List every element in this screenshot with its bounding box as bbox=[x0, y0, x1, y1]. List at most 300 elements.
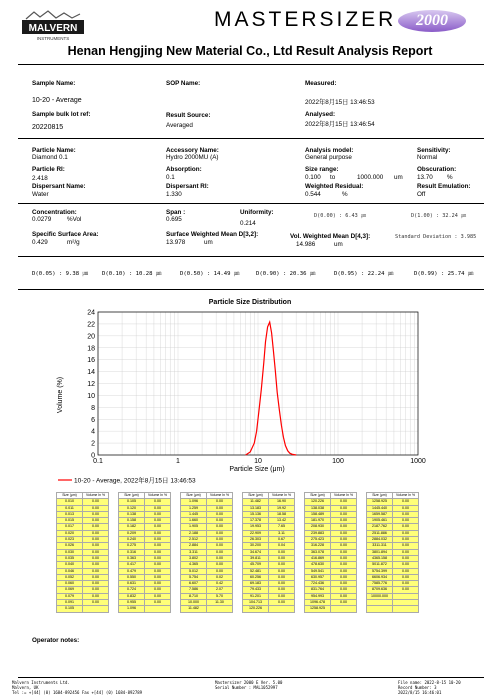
size-cell: 0.240 bbox=[119, 537, 145, 543]
volume-cell: 0.00 bbox=[83, 505, 109, 511]
logo-subtext: INSTRUMENTS bbox=[36, 36, 70, 41]
volume-cell: 0.00 bbox=[393, 562, 419, 568]
size-cell: 0.105 bbox=[57, 606, 83, 612]
size-volume-table bbox=[56, 492, 419, 613]
size-cell: 0.013 bbox=[57, 511, 83, 517]
emulation-value: Off bbox=[417, 191, 426, 198]
volume-cell: 0.00 bbox=[393, 505, 419, 511]
table-row bbox=[181, 606, 233, 612]
volume-cell: 5.70 bbox=[207, 593, 233, 599]
ssa-value: 0.429 bbox=[32, 239, 48, 246]
table-row bbox=[243, 606, 295, 612]
report-title: Henan Hengjing New Material Co., Ltd Result Analysis Report bbox=[67, 44, 433, 58]
y-tick-label: 10 bbox=[87, 392, 95, 400]
span-label: Span : bbox=[166, 209, 186, 216]
size-cell: 0.316 bbox=[119, 549, 145, 555]
volume-cell: 0.00 bbox=[83, 549, 109, 555]
disp-ri-label: Dispersant RI: bbox=[166, 183, 209, 190]
volume-cell: 19.92 bbox=[269, 505, 295, 511]
volume-cell: 0.00 bbox=[145, 587, 171, 593]
accessory-label: Accessory Name: bbox=[166, 147, 219, 154]
volume-cell: 0.00 bbox=[269, 587, 295, 593]
volume-cell: 0.00 bbox=[331, 549, 357, 555]
footer-company: Malvern Instruments Ltd. Malvern, UK Tel := +[44] (0) 1684-892456 Fax +[44] (0) 1684-892789 bbox=[12, 680, 143, 695]
volume-cell: 0.00 bbox=[393, 568, 419, 574]
y-tick-label: 4 bbox=[91, 428, 95, 436]
volume-cell: 11.30 bbox=[207, 600, 233, 606]
volume-cell: 0.00 bbox=[331, 593, 357, 599]
volume-cell: 0.00 bbox=[145, 562, 171, 568]
volume-cell: 0.00 bbox=[393, 574, 419, 580]
size-cell: 0.479 bbox=[119, 568, 145, 574]
model-label: Analysis model: bbox=[305, 147, 354, 154]
volume-cell: 0.00 bbox=[83, 543, 109, 549]
volume-cell: 0.00 bbox=[331, 524, 357, 530]
volume-cell: 0.00 bbox=[269, 581, 295, 587]
d43-value: 14.986 bbox=[296, 241, 316, 248]
size-cell: 60.256 bbox=[243, 574, 269, 580]
version-badge: 2000 bbox=[398, 10, 466, 32]
operator-notes-label: Operator notes: bbox=[32, 637, 80, 644]
size-cell: 0.040 bbox=[57, 562, 83, 568]
x-tick-labels bbox=[93, 458, 426, 465]
span-value: 0.695 bbox=[166, 216, 182, 223]
concentration-unit: %Vol bbox=[67, 216, 82, 223]
volume-cell bbox=[207, 606, 233, 612]
psd-chart bbox=[0, 300, 500, 490]
volume-cell: 0.00 bbox=[331, 543, 357, 549]
size-cell: 2187.762 bbox=[367, 524, 393, 530]
volume-cell: 0.00 bbox=[393, 549, 419, 555]
table-block-6 bbox=[366, 492, 419, 613]
size-cell: 0.052 bbox=[57, 574, 83, 580]
obscuration-label: Obscuration: bbox=[417, 166, 457, 173]
size-cell: 316.228 bbox=[305, 543, 331, 549]
volume-cell: 0.00 bbox=[207, 549, 233, 555]
volume-cell: 0.00 bbox=[83, 518, 109, 524]
size-cell: 5.012 bbox=[181, 568, 207, 574]
size-cell: 1.905 bbox=[181, 524, 207, 530]
volume-cell: 0.00 bbox=[331, 518, 357, 524]
volume-cell: 0.00 bbox=[83, 524, 109, 530]
size-cell: 4.365 bbox=[181, 562, 207, 568]
size-cell: 0.011 bbox=[57, 505, 83, 511]
volume-cell: 0.00 bbox=[145, 568, 171, 574]
size-cell: 79.433 bbox=[243, 587, 269, 593]
size-cell: 0.120 bbox=[119, 505, 145, 511]
disp-ri-value: 1.330 bbox=[166, 191, 182, 198]
d32-value: 13.978 bbox=[166, 239, 186, 246]
volume-cell: 0.00 bbox=[207, 505, 233, 511]
size-cell: 549.541 bbox=[305, 568, 331, 574]
size-cell: 5754.399 bbox=[367, 568, 393, 574]
x-tick-label: 100 bbox=[332, 458, 344, 465]
volume-cell: 0.00 bbox=[83, 600, 109, 606]
column-header: Size (μm) bbox=[367, 493, 393, 499]
obscuration-value: 13.70 bbox=[417, 174, 433, 181]
volume-cell: 13.42 bbox=[269, 518, 295, 524]
d43-unit: um bbox=[334, 241, 343, 248]
volume-cell: 0.00 bbox=[207, 562, 233, 568]
volume-cell: 0.00 bbox=[207, 543, 233, 549]
x-tick-label: 1000 bbox=[410, 458, 426, 465]
size-cell: 0.015 bbox=[57, 518, 83, 524]
x-tick-label: 1 bbox=[176, 458, 180, 465]
sensitivity-value: Normal bbox=[417, 154, 438, 161]
size-cell: 26.303 bbox=[243, 537, 269, 543]
size-cell: 0.724 bbox=[119, 587, 145, 593]
table-block-1 bbox=[56, 492, 109, 613]
volume-cell: 0.00 bbox=[393, 537, 419, 543]
size-cell bbox=[367, 606, 393, 612]
size-cell: 1.096 bbox=[181, 499, 207, 505]
column-header: Volume In % bbox=[207, 493, 233, 499]
volume-cell: 0.00 bbox=[145, 543, 171, 549]
size-range-label: Size range: bbox=[305, 166, 339, 173]
volume-cell: 0.00 bbox=[207, 499, 233, 505]
y-tick-label: 18 bbox=[87, 345, 95, 353]
size-cell: 0.158 bbox=[119, 518, 145, 524]
d-value-005: D(0.05) : 9.38 ㎛ bbox=[32, 271, 89, 277]
column-header: Volume In % bbox=[331, 493, 357, 499]
size-cell: 1096.478 bbox=[305, 600, 331, 606]
series-line bbox=[246, 322, 297, 455]
size-cell: 1.660 bbox=[181, 518, 207, 524]
size-cell: 0.182 bbox=[119, 524, 145, 530]
sensitivity-label: Sensitivity: bbox=[417, 147, 451, 154]
y-tick-label: 12 bbox=[87, 381, 95, 388]
volume-cell: 0.00 bbox=[331, 574, 357, 580]
y-tick-label: 14 bbox=[87, 369, 95, 377]
y-tick-labels bbox=[87, 310, 95, 460]
disp-name-label: Dispersant Name: bbox=[32, 183, 86, 190]
volume-cell: 0.00 bbox=[331, 511, 357, 517]
particle-name-label: Particle Name: bbox=[32, 147, 76, 154]
size-cell: 39.811 bbox=[243, 555, 269, 561]
residual-label: Weighted Residual: bbox=[305, 183, 364, 190]
size-cell: 0.030 bbox=[57, 549, 83, 555]
lot-value: 20220815 bbox=[32, 124, 64, 131]
size-cell: 6.607 bbox=[181, 581, 207, 587]
size-cell: 1.096 bbox=[119, 606, 145, 612]
volume-cell: 7.65 bbox=[269, 524, 295, 530]
size-cell: 0.017 bbox=[57, 524, 83, 530]
size-cell: 0.275 bbox=[119, 543, 145, 549]
table-block-3 bbox=[180, 492, 233, 613]
volume-cell: 0.00 bbox=[207, 524, 233, 530]
volume-cell: 0.00 bbox=[269, 593, 295, 599]
std-dev: Standard Deviation : 3.985 bbox=[395, 234, 477, 240]
d-value-010: D(0.10) : 10.28 ㎛ bbox=[102, 271, 162, 277]
d-value-050: D(0.50) : 14.49 ㎛ bbox=[180, 271, 240, 277]
size-cell: 3.802 bbox=[181, 555, 207, 561]
volume-cell: 0.00 bbox=[145, 581, 171, 587]
size-cell: 0.026 bbox=[57, 543, 83, 549]
divider bbox=[18, 256, 484, 257]
residual-unit: % bbox=[342, 191, 348, 198]
table-row bbox=[57, 606, 109, 612]
size-cell: 158.489 bbox=[305, 511, 331, 517]
concentration-value: 0.0279 bbox=[32, 216, 52, 223]
size-cell: 0.023 bbox=[57, 537, 83, 543]
volume-cell: 0.00 bbox=[207, 555, 233, 561]
ri-value: 2.418 bbox=[32, 175, 48, 182]
size-cell: 0.417 bbox=[119, 562, 145, 568]
volume-cell: 0.00 bbox=[207, 530, 233, 536]
volume-cell: 0.00 bbox=[269, 568, 295, 574]
divider bbox=[18, 289, 484, 290]
size-cell: 69.183 bbox=[243, 581, 269, 587]
volume-cell: 0.00 bbox=[207, 511, 233, 517]
size-cell: 1.445 bbox=[181, 511, 207, 517]
volume-cell bbox=[393, 606, 419, 612]
x-axis-label: Particle Size (μm) bbox=[229, 466, 285, 473]
residual-value: 0.544 bbox=[305, 191, 321, 198]
size-cell: 17.378 bbox=[243, 518, 269, 524]
sample-name: 10-20 - Average bbox=[32, 97, 82, 104]
measured-label: Measured: bbox=[305, 80, 337, 87]
size-cell: 11.482 bbox=[243, 499, 269, 505]
divider bbox=[18, 677, 484, 678]
size-cell: 1659.587 bbox=[367, 511, 393, 517]
size-cell: 5011.872 bbox=[367, 562, 393, 568]
size-cell: 8709.636 bbox=[367, 587, 393, 593]
analysed-value: 2022年8月15日 13:46:54 bbox=[305, 121, 375, 128]
size-cell: 831.764 bbox=[305, 587, 331, 593]
column-header: Volume In % bbox=[393, 493, 419, 499]
volume-cell: 0.00 bbox=[145, 518, 171, 524]
particle-name: Diamond 0.1 bbox=[32, 154, 68, 161]
size-cell: 7585.776 bbox=[367, 581, 393, 587]
y-axis-label: Volume (%) bbox=[57, 376, 64, 414]
size-cell: 22.909 bbox=[243, 530, 269, 536]
volume-cell: 0.00 bbox=[145, 530, 171, 536]
size-cell: 7.586 bbox=[181, 587, 207, 593]
volume-cell: 0.00 bbox=[83, 587, 109, 593]
y-tick-label: 8 bbox=[91, 404, 95, 412]
volume-cell: 0.00 bbox=[393, 511, 419, 517]
size-cell: 2.512 bbox=[181, 537, 207, 543]
size-cell: 0.020 bbox=[57, 530, 83, 536]
size-cell: 30.200 bbox=[243, 543, 269, 549]
volume-cell: 0.00 bbox=[331, 562, 357, 568]
d-value-099: D(0.99) : 25.74 ㎛ bbox=[414, 271, 474, 277]
size-cell: 52.481 bbox=[243, 568, 269, 574]
sop-label: SOP Name: bbox=[166, 80, 201, 87]
volume-cell: 0.00 bbox=[145, 499, 171, 505]
volume-cell: 0.00 bbox=[393, 530, 419, 536]
size-cell: 91.201 bbox=[243, 593, 269, 599]
logo-text: MALVERN bbox=[28, 23, 78, 34]
product-name: MASTERSIZER bbox=[214, 8, 397, 31]
size-cell: 120.226 bbox=[305, 499, 331, 505]
volume-cell: 0.02 bbox=[207, 574, 233, 580]
sample-name-label: Sample Name: bbox=[32, 80, 76, 87]
size-cell: 13.183 bbox=[243, 505, 269, 511]
table-row bbox=[119, 606, 171, 612]
volume-cell: 0.00 bbox=[145, 600, 171, 606]
column-header: Volume In % bbox=[83, 493, 109, 499]
column-header: Volume In % bbox=[269, 493, 295, 499]
size-cell: 0.363 bbox=[119, 555, 145, 561]
divider bbox=[18, 203, 484, 204]
size-cell: 120.226 bbox=[243, 606, 269, 612]
size-cell: 0.955 bbox=[119, 600, 145, 606]
volume-cell: 0.00 bbox=[269, 600, 295, 606]
size-cell: 0.069 bbox=[57, 587, 83, 593]
volume-cell: 0.00 bbox=[331, 600, 357, 606]
size-cell: 10.000 bbox=[181, 600, 207, 606]
volume-cell: 0.00 bbox=[393, 499, 419, 505]
volume-cell bbox=[331, 606, 357, 612]
volume-cell: 0.00 bbox=[331, 499, 357, 505]
size-min: 0.100 bbox=[305, 174, 321, 181]
volume-cell: 0.67 bbox=[269, 537, 295, 543]
volume-cell: 0.00 bbox=[331, 505, 357, 511]
size-cell: 0.631 bbox=[119, 581, 145, 587]
chart-grid bbox=[98, 312, 418, 455]
absorption-value: 0.1 bbox=[166, 174, 175, 181]
size-cell: 0.832 bbox=[119, 593, 145, 599]
size-cell: 11.482 bbox=[181, 606, 207, 612]
source-label: Result Source: bbox=[166, 112, 211, 119]
size-cell: 0.079 bbox=[57, 593, 83, 599]
volume-cell: 0.00 bbox=[207, 568, 233, 574]
size-cell: 0.209 bbox=[119, 530, 145, 536]
volume-cell: 0.00 bbox=[393, 524, 419, 530]
uniformity-value: 0.214 bbox=[240, 220, 256, 227]
volume-cell: 0.00 bbox=[83, 593, 109, 599]
volume-cell bbox=[145, 606, 171, 612]
size-unit: um bbox=[394, 174, 403, 181]
chart-title: Particle Size Distribution bbox=[208, 299, 292, 306]
d-1-value: D(1.00) : 32.24 ㎛ bbox=[411, 213, 467, 219]
column-header: Size (μm) bbox=[181, 493, 207, 499]
size-cell: 10000.000 bbox=[367, 593, 393, 599]
size-cell: 1905.461 bbox=[367, 518, 393, 524]
size-cell: 0.046 bbox=[57, 568, 83, 574]
size-cell: 3.311 bbox=[181, 549, 207, 555]
emulation-label: Result Emulation: bbox=[417, 183, 471, 190]
measured-value: 2022年8月15日 13:46:53 bbox=[305, 99, 375, 106]
volume-cell: 0.00 bbox=[83, 511, 109, 517]
malvern-logo bbox=[20, 10, 86, 44]
volume-cell: 18.58 bbox=[269, 511, 295, 517]
volume-cell: 0.00 bbox=[83, 555, 109, 561]
volume-cell: 0.00 bbox=[145, 505, 171, 511]
size-cell: 3801.894 bbox=[367, 549, 393, 555]
table-block-5 bbox=[304, 492, 357, 613]
size-cell: 181.970 bbox=[305, 518, 331, 524]
ri-label: Particle RI: bbox=[32, 166, 65, 173]
column-header: Size (μm) bbox=[57, 493, 83, 499]
absorption-label: Absorption: bbox=[166, 166, 202, 173]
d32-unit: um bbox=[204, 239, 213, 246]
y-tick-label: 22 bbox=[87, 321, 95, 329]
table-block-2 bbox=[118, 492, 171, 613]
volume-cell: 16.90 bbox=[269, 499, 295, 505]
size-cell: 2884.032 bbox=[367, 537, 393, 543]
d32-label: Surface Weighted Mean D[3,2]: bbox=[166, 231, 259, 238]
size-cell: 0.035 bbox=[57, 555, 83, 561]
obscuration-unit: % bbox=[447, 174, 453, 181]
x-tick-label: 10 bbox=[254, 458, 262, 465]
volume-cell: 0.00 bbox=[145, 511, 171, 517]
volume-cell: 0.00 bbox=[393, 543, 419, 549]
size-cell: 0.138 bbox=[119, 511, 145, 517]
volume-cell: 0.00 bbox=[145, 574, 171, 580]
volume-cell: 0.00 bbox=[393, 587, 419, 593]
size-cell: 0.060 bbox=[57, 581, 83, 587]
size-cell: 6606.934 bbox=[367, 574, 393, 580]
volume-cell: 0.04 bbox=[269, 543, 295, 549]
d-value-095: D(0.95) : 22.24 ㎛ bbox=[334, 271, 394, 277]
size-cell: 0.010 bbox=[57, 499, 83, 505]
size-cell: 104.713 bbox=[243, 600, 269, 606]
size-cell: 275.423 bbox=[305, 537, 331, 543]
size-cell: 15.136 bbox=[243, 511, 269, 517]
column-header: Size (μm) bbox=[119, 493, 145, 499]
size-cell: 1.259 bbox=[181, 505, 207, 511]
volume-cell: 0.00 bbox=[331, 530, 357, 536]
volume-cell: 0.00 bbox=[393, 581, 419, 587]
source-value: Averaged bbox=[166, 122, 193, 129]
size-cell: 1258.925 bbox=[305, 606, 331, 612]
volume-cell: 0.00 bbox=[393, 518, 419, 524]
y-tick-label: 2 bbox=[91, 440, 95, 448]
volume-cell: 0.00 bbox=[83, 568, 109, 574]
size-cell: 34.674 bbox=[243, 549, 269, 555]
analysed-label: Analysed: bbox=[305, 111, 336, 118]
volume-cell: 0.00 bbox=[269, 562, 295, 568]
volume-cell: 0.00 bbox=[145, 537, 171, 543]
volume-cell: 0.00 bbox=[331, 568, 357, 574]
x-tick-label: 0.1 bbox=[93, 458, 103, 465]
volume-cell: 0.00 bbox=[83, 574, 109, 580]
size-cell: 363.078 bbox=[305, 549, 331, 555]
volume-cell bbox=[269, 606, 295, 612]
volume-cell: 0.00 bbox=[145, 549, 171, 555]
volume-cell: 0.00 bbox=[145, 555, 171, 561]
size-to: to bbox=[330, 174, 336, 181]
lot-label: Sample bulk lot ref: bbox=[32, 111, 91, 118]
size-cell: 1445.440 bbox=[367, 505, 393, 511]
volume-cell: 0.00 bbox=[331, 537, 357, 543]
volume-cell: 0.00 bbox=[207, 537, 233, 543]
ssa-unit: m²/g bbox=[67, 239, 80, 246]
volume-cell: 2.07 bbox=[207, 587, 233, 593]
divider bbox=[18, 64, 484, 65]
y-tick-label: 0 bbox=[91, 452, 95, 460]
size-max: 1000.000 bbox=[357, 174, 384, 181]
size-cell: 45.709 bbox=[243, 562, 269, 568]
column-header: Size (μm) bbox=[305, 493, 331, 499]
volume-cell: 0.00 bbox=[331, 587, 357, 593]
size-cell: 239.883 bbox=[305, 530, 331, 536]
volume-cell bbox=[83, 606, 109, 612]
volume-cell: 0.00 bbox=[269, 555, 295, 561]
size-cell: 478.630 bbox=[305, 562, 331, 568]
size-cell: 4365.158 bbox=[367, 555, 393, 561]
size-cell: 2.188 bbox=[181, 530, 207, 536]
size-cell: 5.754 bbox=[181, 574, 207, 580]
size-cell: 724.436 bbox=[305, 581, 331, 587]
concentration-label: Concentration: bbox=[32, 209, 77, 216]
size-cell: 8.710 bbox=[181, 593, 207, 599]
size-cell: 954.993 bbox=[305, 593, 331, 599]
volume-cell: 0.00 bbox=[145, 593, 171, 599]
disp-name-value: Water bbox=[32, 191, 49, 198]
